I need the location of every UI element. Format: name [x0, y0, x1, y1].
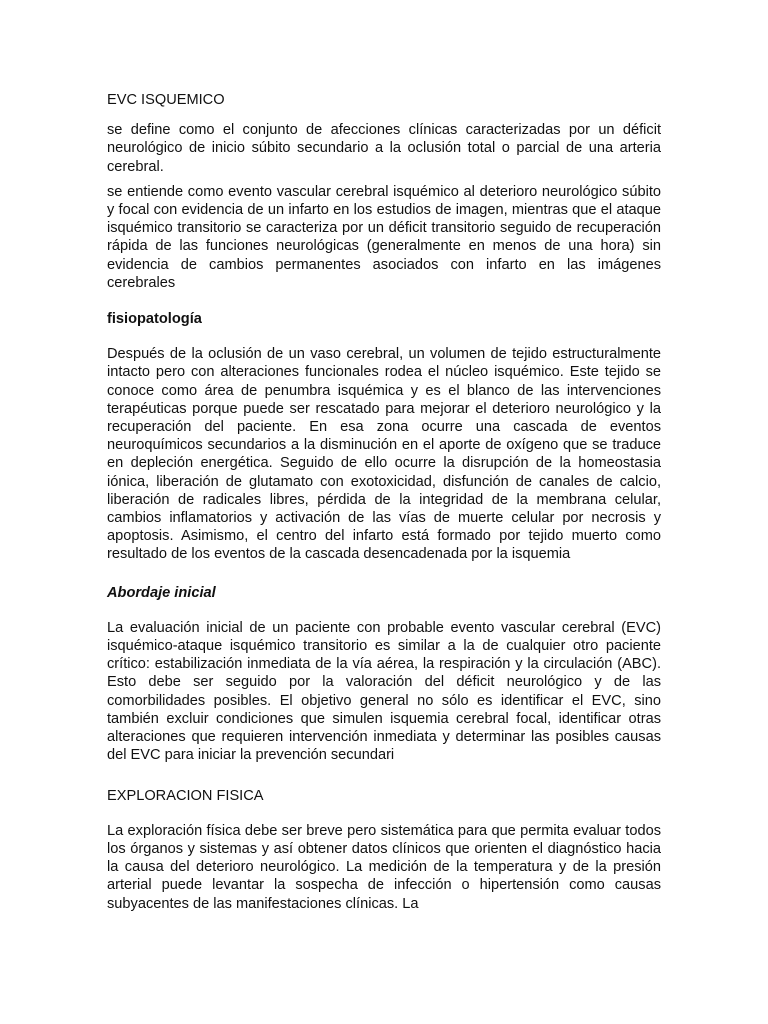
paragraph-understanding: se entiende como evento vascular cerebral isquémico al deterioro neurológico súbito y focal con evidencia de un infarto en los estudios de imagen, mientras que el ataque isquémico transitorio se caracteriza por un déficit transitorio seguido de recuperación rápida de las funciones neurológicas (generalmente en menos de una hora) sin evidencia de cambios permanentes asociados con infarto en las imágenes cerebrales — [107, 183, 661, 291]
paragraph-pathophysiology: Después de la oclusión de un vaso cerebral, un volumen de tejido estructuralmente intacto pero con alteraciones funcionales rodea el núcleo isquémico. Este tejido se conoce como área de penumbra isquémica y es el blanco de las intervenciones terapéuticas porque puede ser rescatado para mejorar el deterioro neurológico y la recuperación del paciente. En esa zona ocurre una cascada de eventos neuroquímicos secundarios a la disminución en el aporte de oxígeno que se traduce en depleción energética. Seguido de ello ocurre la disrupción de la homeostasia iónica, liberación de glutamato con exotoxicidad, disfunción de canales de calcio, liberación de radicales libres, pérdida de la integridad de la membrana celular, cambios inflamatorios y activación de las vías de muerte celular por necrosis y apoptosis. Asimismo, el centro del infarto está formado por tejido muerto como resultado de los eventos de la cascada desencadenada por la isquemia — [107, 346, 661, 563]
heading-pathophysiology: fisiopatología — [107, 311, 202, 328]
paragraph-physical-exam: La exploración física debe ser breve pero sistemática para que permita evaluar todos los órganos y sistemas y así obtener datos clínicos que orienten el diagnóstico hacia la causa del deterioro neurológico. La medición de la temperatura y de la presión arterial puede levantar la sospecha de infección o hipertensión como causas subyacentes de las manifestaciones clínicas. La — [107, 822, 661, 912]
heading-physical-exam: EXPLORACION FISICA — [107, 787, 264, 804]
paragraph-initial-approach: La evaluación inicial de un paciente con probable evento vascular cerebral (EVC) isquémico-ataque isquémico transitorio es similar a la de cualquier otro paciente crítico: estabilización inmediata de la vía aérea, la respiración y la circulación (ABC). Esto debe ser seguido por la valoración del déficit neurológico y de las comorbilidades posibles. El objetivo general no sólo es identificar el EVC, sino también excluir condiciones que simulen isquemia cerebral focal, identificar otras alteraciones que requieren intervención inmediata y determinar las posibles causas del EVC para iniciar la prevención secundari — [107, 619, 661, 764]
document-page — [107, 91, 661, 913]
document-title: EVC ISQUEMICO — [107, 92, 225, 108]
paragraph-definition: se define como el conjunto de afecciones clínicas caracterizadas por un déficit neurológico de inicio súbito secundario a la oclusión total o parcial de una arteria cerebral. — [107, 122, 661, 175]
heading-initial-approach: Abordaje inicial — [107, 584, 216, 601]
